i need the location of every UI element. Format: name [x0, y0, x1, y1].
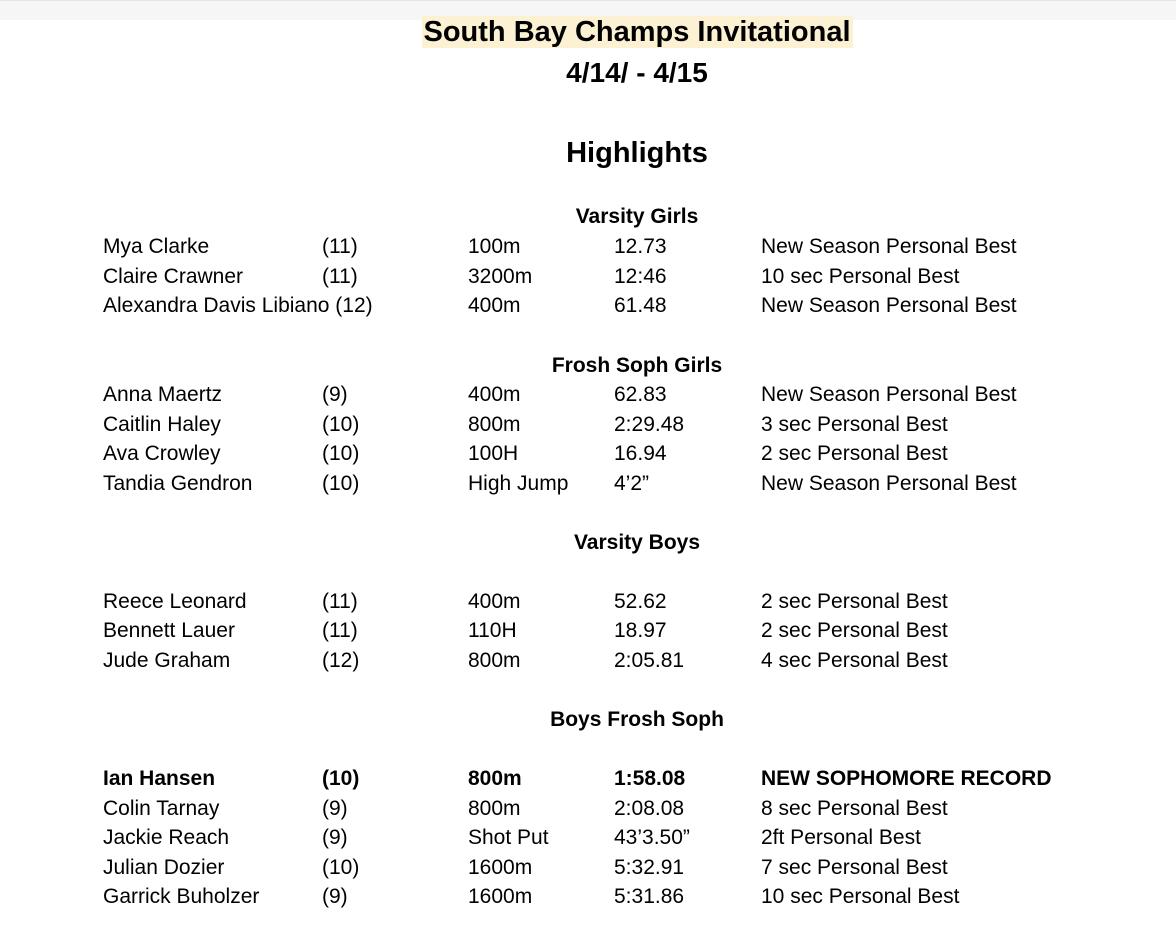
result-row	[0, 648, 1176, 678]
result-row	[0, 884, 1176, 914]
result-note: New Season Personal Best	[761, 294, 1017, 317]
event-name: 1600m	[468, 885, 533, 908]
event-name: 3200m	[468, 265, 533, 288]
result-row	[0, 293, 1176, 323]
result-mark: 12.73	[614, 235, 667, 258]
result-row	[0, 589, 1176, 619]
event-name: 400m	[468, 383, 521, 406]
result-row	[0, 618, 1176, 648]
athlete-grade: (10)	[322, 472, 360, 495]
result-note: 2 sec Personal Best	[761, 442, 948, 465]
result-mark: 16.94	[614, 442, 667, 465]
result-mark: 2:05.81	[614, 649, 685, 672]
athlete-name: Mya Clarke	[103, 235, 210, 258]
result-note: 3 sec Personal Best	[761, 413, 948, 436]
event-name: 110H	[468, 619, 517, 642]
athlete-grade: (9)	[322, 885, 348, 908]
result-mark: 5:32.91	[614, 856, 685, 879]
event-name: High Jump	[468, 472, 569, 495]
result-note: NEW SOPHOMORE RECORD	[761, 767, 1052, 790]
result-row	[0, 412, 1176, 442]
athlete-name: Ian Hansen	[103, 767, 216, 790]
event-name: 800m	[468, 767, 522, 790]
result-row	[0, 825, 1176, 855]
result-row	[0, 855, 1176, 885]
athlete-grade: (11)	[322, 235, 358, 258]
result-mark: 5:31.86	[614, 885, 685, 908]
result-mark: 18.97	[614, 619, 667, 642]
result-note: 10 sec Personal Best	[761, 265, 960, 288]
event-dates: 4/14/ - 4/15	[566, 57, 708, 88]
result-row	[0, 382, 1176, 412]
result-note: New Season Personal Best	[761, 472, 1017, 495]
athlete-grade: (10)	[322, 767, 360, 790]
event-name: 400m	[468, 294, 521, 317]
result-mark: 52.62	[614, 590, 667, 613]
document-title-text: South Bay Champs Invitational	[423, 16, 851, 48]
event-name: 100m	[468, 235, 521, 258]
result-note: 2ft Personal Best	[761, 826, 921, 849]
section-title-varsity-boys: Varsity Boys	[573, 531, 701, 554]
athlete-name: Anna Maertz	[103, 383, 223, 406]
result-note: 2 sec Personal Best	[761, 619, 948, 642]
result-note: 2 sec Personal Best	[761, 590, 948, 613]
athlete-name: Jackie Reach	[103, 826, 230, 849]
result-mark: 62.83	[614, 383, 667, 406]
athlete-name: Bennett Lauer	[103, 619, 235, 642]
athlete-name: Tandia Gendron	[103, 472, 253, 495]
result-row	[0, 471, 1176, 501]
result-note: New Season Personal Best	[761, 235, 1017, 258]
athlete-name: Garrick Buholzer	[103, 885, 260, 908]
result-note: 7 sec Personal Best	[761, 856, 948, 879]
result-mark: 43’3.50”	[614, 826, 690, 849]
result-mark: 1:58.08	[614, 767, 686, 790]
athlete-name: Julian Dozier	[103, 856, 225, 879]
result-note: 10 sec Personal Best	[761, 885, 960, 908]
section-title-varsity-girls: Varsity Girls	[575, 205, 699, 228]
result-mark: 4’2”	[614, 472, 650, 495]
athlete-grade: (9)	[322, 797, 348, 820]
event-name: 800m	[468, 649, 521, 672]
athlete-grade: (11)	[322, 590, 358, 613]
result-note: New Season Personal Best	[761, 383, 1017, 406]
result-note: 4 sec Personal Best	[761, 649, 948, 672]
athlete-grade: (10)	[322, 442, 360, 465]
athlete-name: Reece Leonard	[103, 590, 247, 613]
result-row-record	[0, 766, 1176, 796]
athlete-name: Claire Crawner	[103, 265, 244, 288]
athlete-grade: (9)	[322, 383, 348, 406]
athlete-grade: (10)	[322, 856, 360, 879]
section-title-frosh-soph-girls: Frosh Soph Girls	[551, 354, 723, 377]
athlete-grade: (12)	[322, 649, 360, 672]
athlete-grade: (9)	[322, 826, 348, 849]
result-mark: 2:29.48	[614, 413, 685, 436]
result-row	[0, 234, 1176, 264]
document-title	[0, 14, 1176, 50]
athlete-name: Alexandra Davis Libiano (12)	[103, 294, 373, 317]
event-name: 800m	[468, 797, 521, 820]
event-name: 800m	[468, 413, 521, 436]
athlete-grade: (10)	[322, 413, 360, 436]
athlete-name: Jude Graham	[103, 649, 231, 672]
result-mark: 12:46	[614, 265, 667, 288]
result-mark: 61.48	[614, 294, 667, 317]
event-name: 1600m	[468, 856, 533, 879]
result-row	[0, 796, 1176, 826]
athlete-name: Ava Crowley	[103, 442, 221, 465]
athlete-grade: (11)	[322, 619, 358, 642]
highlights-heading: Highlights	[566, 137, 708, 169]
athlete-name: Colin Tarnay	[103, 797, 220, 820]
athlete-name: Caitlin Haley	[103, 413, 221, 436]
result-mark: 2:08.08	[614, 797, 685, 820]
result-row	[0, 264, 1176, 294]
event-name: 100H	[468, 442, 519, 465]
event-name: 400m	[468, 590, 521, 613]
section-title-boys-frosh-soph: Boys Frosh Soph	[550, 708, 724, 731]
result-row	[0, 441, 1176, 471]
result-note: 8 sec Personal Best	[761, 797, 948, 820]
event-name: Shot Put	[468, 826, 549, 849]
athlete-grade: (11)	[322, 265, 358, 288]
